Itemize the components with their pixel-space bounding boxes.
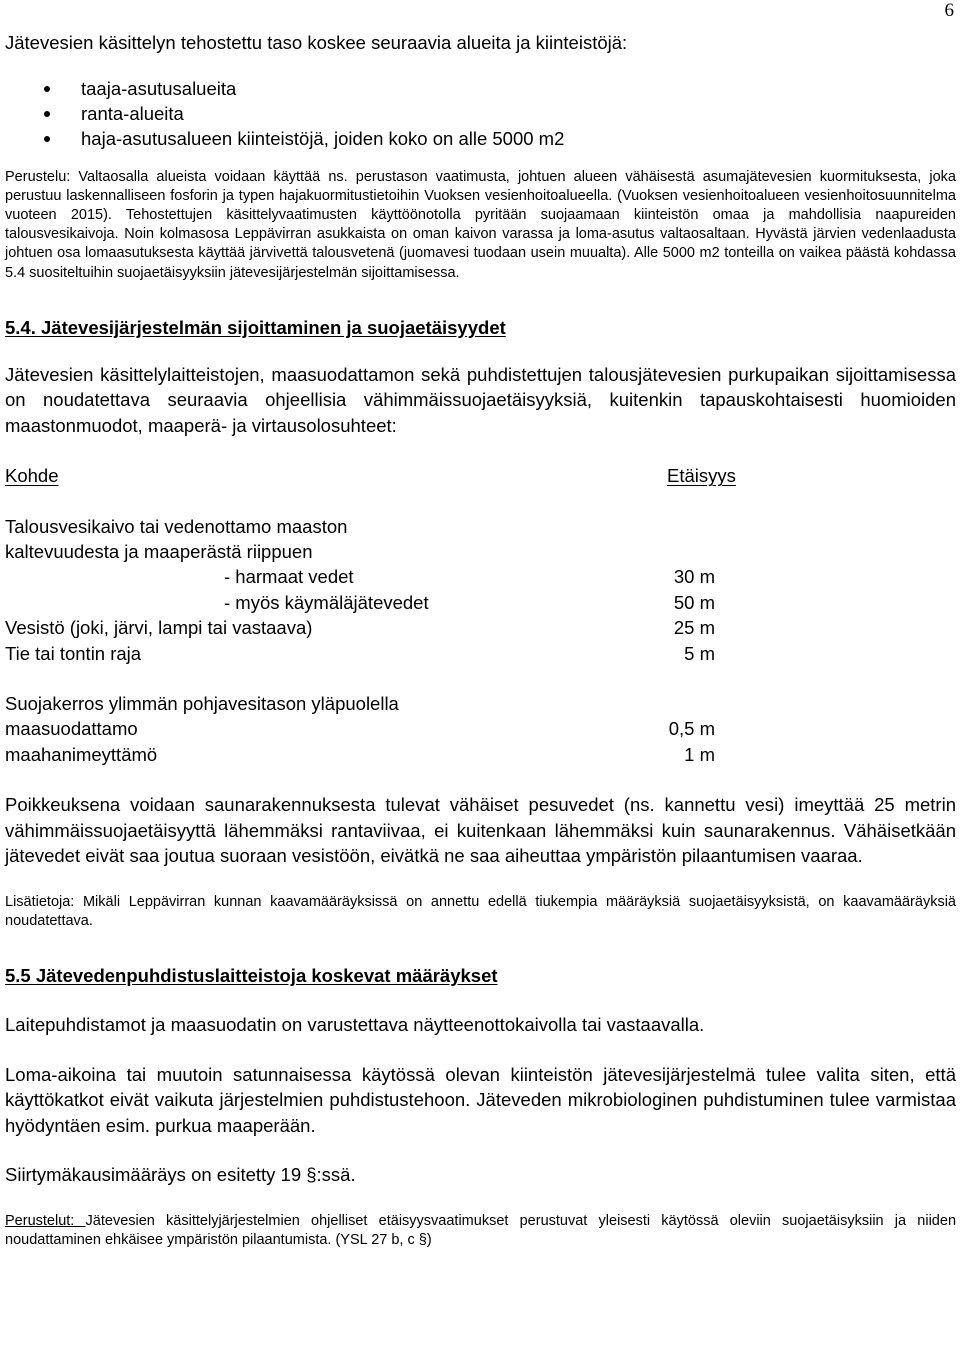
sampling-paragraph: Laitepuhdistamot ja maasuodatin on varustettava näytteenottokaivolla tai vastaavalla. [5, 1014, 705, 1036]
additional-info-paragraph: Lisätietoja: Mikäli Leppävirran kunnan kaavamääräyksissä on annettu edellä tiukempia määräyksiä suojaetäisyyksistä, on kaavamääräyksiä noudatettava. [5, 893, 956, 929]
table-row: Suojakerros ylimmän pohjavesitason yläpuolella [5, 692, 399, 714]
bullet-icon [44, 86, 50, 92]
column-header-distance: Etäisyys [667, 465, 736, 487]
section-5-5-rationale [5, 1212, 956, 1250]
table-row: - harmaat vedet 30 m [224, 566, 715, 588]
document-body [5, 18, 956, 1250]
bullet-icon [44, 111, 50, 117]
section-heading-5-5: 5.5 Jätevedenpuhdistuslaitteistoja koskevat määräykset [5, 965, 498, 987]
rationale-paragraph: Perustelu: Valtaosalla alueista voidaan käyttää ns. perustason vaatimusta, johtuen alueen vähäisestä asumajätevesien kuormituksesta, joka perustuu laskennalliseen fosforin ja typen hajakuormitustietoihin Vuoksen vesienhoitoalueella. (Vuoksen vesienhoitoalueen vesienhoitosuunnitelma vuoteen 2015). Tehostettujen käsittelyvaatimusten käyttöönotolla pyritään suojaamaan kiinteistön omaa ja mahdollisia naapureiden talousvesikaivoja. Noin kolmasosa Leppävirran asukkaista on oman kaivon varassa ja loma-asutus valtaosaltaan. Hyvästä järvien vedenlaadusta johtuen osa lomaasutuksesta käyttää järvivettä talousvetenä (juomavesi tuodaan usein muualta). Alle 5000 m2 tonteilla on vaikea päästä kohdassa 5.4 suositeltuihin suojaetäisyyksiin jätevesijärjestelmän sijoittamisessa. [5, 168, 956, 281]
rationale-text: Jätevesien käsittelyjärjestelmien ohjelliset etäisyysvaatimukset perustuvat yleisesti käytössä oleviin suojaetäisyksiin ja niiden noudattaminen ehkäisee ympäristön pilaantumista. (YSL 27 b, c §) [5, 1212, 957, 1248]
table-row: maahanimeyttämö 1 m [5, 743, 715, 765]
table-row: - myös käymäläjätevedet 50 m [224, 591, 715, 613]
intro-paragraph: Jätevesien käsittelyn tehostettu taso koskee seuraavia alueita ja kiinteistöjä: [5, 32, 628, 53]
exception-paragraph: Poikkeuksena voidaan saunarakennuksesta tulevat vähäiset pesuvedet (ns. kannettu vesi) imeyttää 25 metrin vähimmäissuojaetäisyyttä lähemmäksi rantaviivaa, ei kuitenkaan lähemmäksi kuin saunarakennus. Vähäisetkään jätevedet eivät saa joutua suoraan vesistöön, eivätkä ne saa aiheuttaa ympäristön pilaantumisen vaaraa. [5, 794, 956, 867]
table-row: Tie tai tontin raja 5 m [5, 642, 715, 664]
section-heading-5-4: 5.4. Jätevesijärjestelmän sijoittaminen ja suojaetäisyydet [5, 316, 506, 338]
table-row: maasuodattamo 0,5 m [5, 718, 715, 740]
list-item: ranta-alueita [5, 101, 956, 126]
column-header-target: Kohde [5, 465, 59, 487]
list-item: haja-asutusalueen kiinteistöjä, joiden koko on alle 5000 m2 [5, 126, 956, 151]
distance-intro-paragraph: Jätevesien käsittelylaitteistojen, maasuodattamon sekä puhdistettujen talousjätevesien purkupaikan sijoittamisessa on noudatettava seuraavia ohjeellisia vähimmäissuojaetäisyyksiä, kuitenkin tapauskohtaisesti huomioiden maastonmuodot, maaperä- ja virtausolosuhteet: [5, 363, 956, 436]
page-number: 6 [944, 0, 954, 21]
table-row: Talousvesikaivo tai vedenottamo maaston [5, 515, 348, 537]
area-list [5, 76, 956, 151]
holiday-use-paragraph: Loma-aikoina tai muutoin satunnaisessa käytössä olevan kiinteistön jätevesijärjestelmä tulee valita siten, että käyttökatkot eivät vaikuta järjestelmien puhdistustehoon. Jäteveden mikrobiologinen puhdistuminen tulee varmistaa hyödyntäen esim. purkua maaperään. [5, 1063, 956, 1136]
table-row: Vesistö (joki, järvi, lampi tai vastaava) 25 m [5, 617, 715, 639]
list-item: taaja-asutusalueita [5, 76, 956, 101]
bullet-icon [44, 136, 50, 142]
transition-paragraph: Siirtymäkausimääräys on esitetty 19 §:ssä. [5, 1164, 356, 1186]
distance-table [5, 463, 956, 767]
table-header-row [5, 463, 956, 488]
table-row: kaltevuudesta ja maaperästä riippuen [5, 541, 313, 562]
rationale-label: Perustelut: [5, 1212, 86, 1229]
